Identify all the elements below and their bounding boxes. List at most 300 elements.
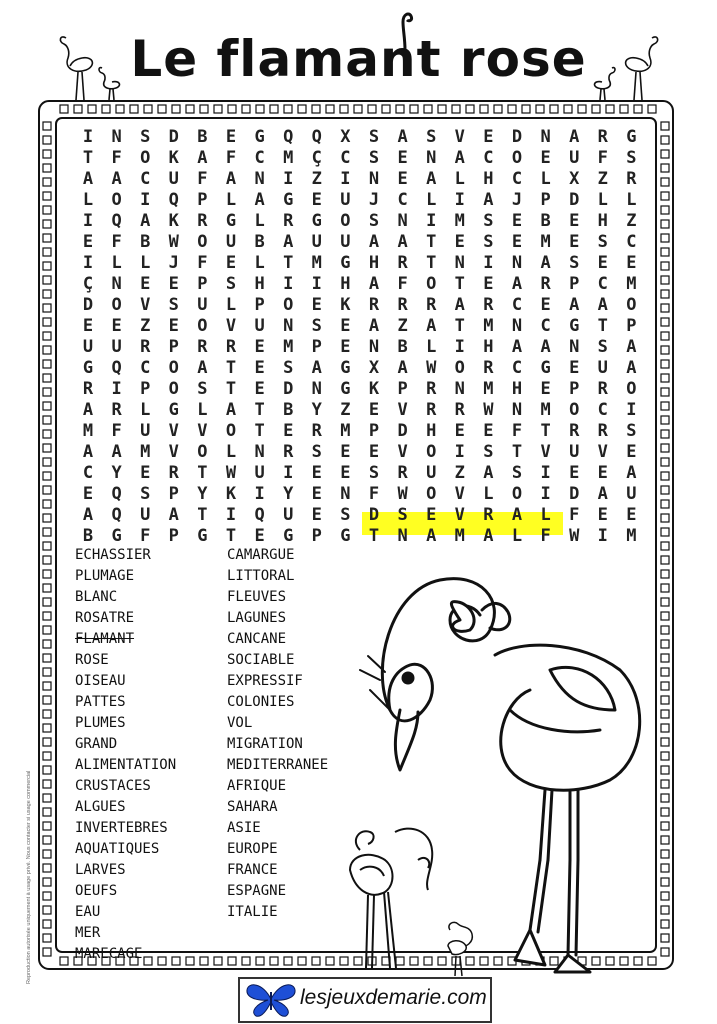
grid-letter[interactable]: O: [454, 358, 465, 378]
grid-letter[interactable]: S: [368, 148, 380, 168]
grid-letter[interactable]: Z: [397, 316, 408, 336]
grid-letter[interactable]: L: [82, 190, 94, 210]
grid-letter[interactable]: S: [483, 211, 494, 231]
grid-letter[interactable]: E: [483, 421, 494, 441]
grid-letter[interactable]: E: [569, 232, 580, 252]
grid-letter[interactable]: M: [283, 148, 294, 168]
grid-letter[interactable]: N: [397, 526, 408, 546]
grid-letter[interactable]: N: [511, 253, 523, 273]
grid-letter[interactable]: O: [197, 232, 208, 252]
grid-letter[interactable]: A: [82, 400, 94, 420]
grid-letter[interactable]: I: [340, 169, 351, 189]
grid-letter[interactable]: T: [368, 526, 380, 546]
grid-letter[interactable]: Q: [311, 127, 322, 147]
grid-letter[interactable]: Q: [111, 484, 122, 504]
grid-letter[interactable]: J: [368, 190, 380, 210]
grid-letter[interactable]: A: [225, 400, 237, 420]
grid-letter[interactable]: I: [225, 505, 237, 525]
grid-letter[interactable]: P: [540, 190, 551, 210]
grid-letter[interactable]: V: [140, 295, 151, 315]
grid-letter[interactable]: O: [111, 190, 122, 210]
grid-letter[interactable]: S: [626, 148, 637, 168]
grid-letter[interactable]: O: [168, 379, 179, 399]
grid-letter[interactable]: E: [311, 463, 322, 483]
grid-letter[interactable]: S: [626, 421, 637, 441]
grid-letter[interactable]: A: [82, 442, 94, 462]
grid-letter[interactable]: V: [197, 421, 208, 441]
grid-letter[interactable]: E: [311, 484, 322, 504]
grid-letter[interactable]: L: [540, 169, 551, 189]
grid-letter[interactable]: E: [368, 442, 380, 462]
grid-letter[interactable]: P: [311, 337, 322, 357]
grid-letter[interactable]: S: [597, 232, 608, 252]
grid-letter[interactable]: F: [225, 148, 237, 168]
grid-letter[interactable]: G: [168, 400, 179, 420]
grid-letter[interactable]: F: [569, 505, 580, 525]
grid-letter[interactable]: T: [197, 463, 208, 483]
grid-letter[interactable]: E: [368, 400, 380, 420]
grid-letter[interactable]: G: [340, 253, 351, 273]
grid-letter[interactable]: M: [454, 526, 465, 546]
grid-letter[interactable]: A: [368, 274, 380, 294]
grid-letter[interactable]: E: [140, 463, 151, 483]
grid-letter[interactable]: D: [397, 421, 408, 441]
grid-letter[interactable]: E: [140, 274, 151, 294]
grid-letter[interactable]: L: [140, 253, 151, 273]
grid-letter[interactable]: R: [426, 379, 437, 399]
grid-letter[interactable]: C: [82, 463, 94, 483]
grid-letter[interactable]: R: [368, 295, 380, 315]
grid-letter[interactable]: O: [626, 379, 637, 399]
grid-letter[interactable]: H: [426, 421, 437, 441]
grid-letter[interactable]: N: [426, 148, 437, 168]
grid-letter[interactable]: L: [426, 337, 437, 357]
grid-letter[interactable]: O: [626, 295, 637, 315]
grid-letter[interactable]: A: [597, 484, 608, 504]
grid-letter[interactable]: R: [569, 421, 580, 441]
grid-letter[interactable]: T: [225, 379, 237, 399]
grid-letter[interactable]: U: [254, 316, 265, 336]
grid-letter[interactable]: L: [225, 190, 237, 210]
grid-letter[interactable]: R: [426, 295, 437, 315]
grid-letter[interactable]: T: [283, 253, 294, 273]
grid-letter[interactable]: G: [111, 526, 122, 546]
grid-letter[interactable]: F: [111, 421, 122, 441]
grid-letter[interactable]: T: [511, 442, 523, 462]
grid-letter[interactable]: A: [426, 316, 437, 336]
grid-letter[interactable]: I: [540, 463, 551, 483]
grid-letter[interactable]: U: [140, 505, 151, 525]
grid-letter[interactable]: C: [140, 169, 151, 189]
grid-letter[interactable]: N: [254, 442, 265, 462]
grid-letter[interactable]: E: [569, 211, 580, 231]
grid-letter[interactable]: I: [82, 253, 94, 273]
grid-letter[interactable]: R: [197, 337, 208, 357]
grid-letter[interactable]: G: [626, 127, 637, 147]
grid-letter[interactable]: M: [540, 232, 551, 252]
grid-letter[interactable]: M: [483, 316, 494, 336]
grid-letter[interactable]: G: [283, 190, 294, 210]
grid-letter[interactable]: H: [511, 379, 523, 399]
grid-letter[interactable]: S: [483, 232, 494, 252]
grid-letter[interactable]: U: [168, 169, 179, 189]
grid-letter[interactable]: E: [626, 253, 637, 273]
grid-letter[interactable]: J: [168, 253, 179, 273]
grid-letter[interactable]: R: [82, 379, 94, 399]
grid-letter[interactable]: T: [82, 148, 94, 168]
grid-letter[interactable]: T: [426, 232, 437, 252]
grid-letter[interactable]: M: [311, 253, 322, 273]
grid-letter[interactable]: T: [254, 421, 265, 441]
grid-letter[interactable]: U: [569, 442, 580, 462]
grid-letter[interactable]: A: [426, 526, 437, 546]
grid-letter[interactable]: S: [569, 253, 580, 273]
grid-letter[interactable]: K: [368, 379, 380, 399]
grid-letter[interactable]: N: [540, 127, 551, 147]
grid-letter[interactable]: E: [511, 232, 523, 252]
grid-letter[interactable]: L: [626, 190, 637, 210]
grid-letter[interactable]: F: [140, 526, 151, 546]
grid-letter[interactable]: D: [82, 295, 94, 315]
grid-letter[interactable]: E: [597, 505, 608, 525]
grid-letter[interactable]: V: [397, 400, 408, 420]
grid-letter[interactable]: S: [311, 316, 322, 336]
grid-letter[interactable]: O: [426, 274, 437, 294]
grid-letter[interactable]: E: [168, 274, 179, 294]
grid-letter[interactable]: S: [368, 127, 380, 147]
grid-letter[interactable]: A: [626, 463, 637, 483]
grid-letter[interactable]: E: [311, 190, 322, 210]
grid-letter[interactable]: I: [626, 400, 637, 420]
grid-letter[interactable]: N: [569, 337, 580, 357]
grid-letter[interactable]: C: [397, 190, 408, 210]
grid-letter[interactable]: G: [340, 526, 351, 546]
grid-letter[interactable]: P: [626, 316, 637, 336]
grid-letter[interactable]: R: [397, 295, 408, 315]
grid-letter[interactable]: A: [283, 232, 294, 252]
grid-letter[interactable]: H: [483, 337, 494, 357]
grid-letter[interactable]: I: [283, 274, 294, 294]
grid-letter[interactable]: A: [483, 463, 494, 483]
grid-letter[interactable]: O: [340, 211, 351, 231]
grid-letter[interactable]: U: [111, 337, 122, 357]
grid-letter[interactable]: M: [483, 379, 494, 399]
grid-letter[interactable]: N: [454, 379, 465, 399]
grid-letter[interactable]: T: [254, 400, 265, 420]
grid-letter[interactable]: C: [626, 232, 637, 252]
grid-letter[interactable]: C: [254, 148, 265, 168]
grid-letter[interactable]: A: [540, 337, 551, 357]
site-link[interactable]: lesjeuxdemarie.com: [300, 986, 487, 1009]
grid-letter[interactable]: R: [283, 211, 294, 231]
grid-letter[interactable]: A: [197, 358, 208, 378]
grid-letter[interactable]: M: [283, 337, 294, 357]
grid-letter[interactable]: K: [168, 211, 179, 231]
grid-letter[interactable]: V: [597, 442, 608, 462]
grid-letter[interactable]: T: [454, 316, 465, 336]
grid-letter[interactable]: F: [597, 148, 608, 168]
grid-letter[interactable]: N: [368, 337, 380, 357]
grid-letter[interactable]: T: [597, 316, 608, 336]
grid-letter[interactable]: O: [569, 400, 580, 420]
grid-letter[interactable]: S: [140, 127, 151, 147]
grid-letter[interactable]: A: [397, 127, 408, 147]
grid-letter[interactable]: V: [168, 421, 179, 441]
grid-letter[interactable]: A: [140, 211, 151, 231]
grid-letter[interactable]: O: [197, 442, 208, 462]
grid-letter[interactable]: F: [111, 232, 122, 252]
grid-letter[interactable]: G: [340, 358, 351, 378]
grid-letter[interactable]: R: [597, 379, 608, 399]
grid-letter[interactable]: T: [225, 526, 237, 546]
grid-letter[interactable]: U: [311, 232, 322, 252]
grid-letter[interactable]: L: [254, 253, 265, 273]
grid-letter[interactable]: O: [511, 148, 523, 168]
grid-letter[interactable]: V: [397, 442, 408, 462]
grid-letter[interactable]: E: [397, 169, 408, 189]
grid-letter[interactable]: A: [311, 358, 322, 378]
grid-letter[interactable]: A: [454, 295, 465, 315]
grid-letter[interactable]: E: [111, 316, 122, 336]
grid-letter[interactable]: G: [340, 379, 351, 399]
grid-letter[interactable]: Z: [140, 316, 151, 336]
grid-letter[interactable]: P: [311, 526, 322, 546]
grid-letter[interactable]: E: [540, 295, 551, 315]
grid-letter[interactable]: M: [626, 274, 637, 294]
grid-letter[interactable]: V: [454, 127, 465, 147]
grid-letter[interactable]: W: [569, 526, 580, 546]
grid-letter[interactable]: I: [540, 484, 551, 504]
grid-letter[interactable]: F: [197, 253, 208, 273]
grid-letter[interactable]: O: [225, 421, 237, 441]
grid-letter[interactable]: E: [225, 127, 237, 147]
grid-letter[interactable]: Q: [111, 211, 122, 231]
grid-letter[interactable]: S: [368, 463, 380, 483]
grid-letter[interactable]: O: [111, 295, 122, 315]
grid-letter[interactable]: A: [483, 190, 494, 210]
grid-letter[interactable]: L: [254, 211, 265, 231]
grid-letter[interactable]: U: [197, 295, 208, 315]
grid-letter[interactable]: S: [340, 505, 351, 525]
grid-letter[interactable]: E: [254, 379, 265, 399]
grid-letter[interactable]: S: [225, 274, 237, 294]
grid-letter[interactable]: S: [283, 358, 294, 378]
grid-letter[interactable]: S: [483, 442, 494, 462]
grid-letter[interactable]: E: [540, 148, 551, 168]
grid-letter[interactable]: E: [483, 127, 494, 147]
grid-letter[interactable]: D: [511, 127, 523, 147]
grid-letter[interactable]: U: [626, 484, 637, 504]
grid-letter[interactable]: P: [168, 484, 179, 504]
grid-letter[interactable]: A: [168, 505, 179, 525]
grid-letter[interactable]: E: [511, 211, 523, 231]
grid-letter[interactable]: P: [168, 337, 179, 357]
grid-letter[interactable]: T: [426, 253, 437, 273]
grid-letter[interactable]: E: [569, 358, 580, 378]
grid-letter[interactable]: I: [597, 526, 608, 546]
grid-letter[interactable]: E: [540, 379, 551, 399]
grid-letter[interactable]: X: [569, 169, 580, 189]
grid-letter[interactable]: E: [483, 274, 494, 294]
grid-letter[interactable]: U: [426, 463, 437, 483]
grid-letter[interactable]: I: [283, 169, 294, 189]
grid-letter[interactable]: O: [426, 442, 437, 462]
grid-letter[interactable]: I: [283, 463, 294, 483]
grid-letter[interactable]: L: [426, 190, 437, 210]
grid-letter[interactable]: B: [283, 400, 294, 420]
grid-letter[interactable]: E: [254, 337, 265, 357]
grid-letter[interactable]: R: [454, 400, 465, 420]
grid-letter[interactable]: R: [111, 400, 122, 420]
grid-letter[interactable]: O: [168, 358, 179, 378]
grid-letter[interactable]: B: [540, 211, 551, 231]
grid-letter[interactable]: U: [340, 190, 351, 210]
grid-letter[interactable]: A: [569, 127, 580, 147]
grid-letter[interactable]: U: [569, 148, 580, 168]
grid-letter[interactable]: N: [511, 316, 523, 336]
grid-letter[interactable]: V: [540, 442, 551, 462]
grid-letter[interactable]: E: [82, 316, 94, 336]
grid-letter[interactable]: W: [426, 358, 437, 378]
grid-letter[interactable]: P: [569, 274, 580, 294]
grid-letter[interactable]: U: [283, 505, 294, 525]
grid-letter[interactable]: A: [511, 337, 523, 357]
grid-letter[interactable]: E: [340, 463, 351, 483]
grid-letter[interactable]: G: [225, 211, 237, 231]
grid-letter[interactable]: A: [368, 232, 380, 252]
grid-letter[interactable]: C: [540, 316, 551, 336]
grid-letter[interactable]: G: [311, 211, 322, 231]
grid-letter[interactable]: D: [168, 127, 179, 147]
grid-letter[interactable]: N: [111, 127, 122, 147]
grid-letter[interactable]: P: [368, 421, 380, 441]
grid-letter[interactable]: Y: [197, 484, 208, 504]
grid-letter[interactable]: E: [254, 526, 265, 546]
grid-letter[interactable]: X: [340, 127, 351, 147]
grid-letter[interactable]: Z: [311, 169, 322, 189]
grid-letter[interactable]: U: [254, 463, 265, 483]
grid-letter[interactable]: W: [225, 463, 237, 483]
grid-letter[interactable]: S: [311, 442, 322, 462]
grid-letter[interactable]: R: [168, 463, 179, 483]
grid-letter[interactable]: N: [283, 316, 294, 336]
grid-letter[interactable]: N: [111, 274, 122, 294]
grid-letter[interactable]: A: [597, 295, 608, 315]
grid-letter[interactable]: W: [397, 484, 408, 504]
grid-letter[interactable]: E: [340, 316, 351, 336]
grid-letter[interactable]: E: [569, 463, 580, 483]
grid-letter[interactable]: E: [82, 232, 94, 252]
grid-letter[interactable]: B: [82, 526, 94, 546]
grid-letter[interactable]: E: [340, 442, 351, 462]
grid-letter[interactable]: C: [483, 148, 494, 168]
grid-letter[interactable]: A: [397, 358, 408, 378]
grid-letter[interactable]: D: [368, 505, 380, 525]
grid-letter[interactable]: L: [511, 526, 523, 546]
grid-letter[interactable]: E: [82, 484, 94, 504]
grid-letter[interactable]: I: [311, 274, 322, 294]
grid-letter[interactable]: E: [254, 358, 265, 378]
grid-letter[interactable]: R: [225, 337, 237, 357]
grid-letter[interactable]: I: [454, 337, 465, 357]
grid-letter[interactable]: H: [254, 274, 265, 294]
grid-letter[interactable]: R: [197, 211, 208, 231]
grid-letter[interactable]: U: [82, 337, 94, 357]
grid-letter[interactable]: L: [225, 442, 237, 462]
grid-letter[interactable]: Z: [340, 400, 351, 420]
grid-letter[interactable]: M: [340, 421, 351, 441]
grid-letter[interactable]: P: [197, 190, 208, 210]
grid-letter[interactable]: I: [82, 211, 94, 231]
grid-letter[interactable]: I: [454, 442, 465, 462]
grid-letter[interactable]: S: [368, 211, 380, 231]
grid-letter[interactable]: M: [540, 400, 551, 420]
grid-letter[interactable]: H: [340, 274, 351, 294]
grid-letter[interactable]: M: [140, 442, 151, 462]
grid-letter[interactable]: B: [140, 232, 151, 252]
grid-letter[interactable]: A: [511, 274, 523, 294]
grid-letter[interactable]: W: [483, 400, 494, 420]
grid-letter[interactable]: A: [626, 337, 637, 357]
grid-letter[interactable]: E: [225, 253, 237, 273]
grid-letter[interactable]: H: [368, 253, 380, 273]
grid-letter[interactable]: R: [626, 169, 637, 189]
grid-letter[interactable]: A: [225, 169, 237, 189]
grid-letter[interactable]: I: [82, 127, 94, 147]
grid-letter[interactable]: Q: [111, 358, 122, 378]
grid-letter[interactable]: T: [540, 421, 551, 441]
grid-letter[interactable]: G: [82, 358, 94, 378]
grid-letter[interactable]: I: [111, 379, 122, 399]
grid-letter[interactable]: D: [569, 484, 580, 504]
grid-letter[interactable]: L: [483, 484, 494, 504]
grid-letter[interactable]: K: [340, 295, 351, 315]
grid-letter[interactable]: L: [454, 169, 465, 189]
grid-letter[interactable]: N: [368, 169, 380, 189]
grid-letter[interactable]: E: [597, 253, 608, 273]
grid-letter[interactable]: Y: [311, 400, 322, 420]
grid-letter[interactable]: G: [254, 127, 265, 147]
grid-letter[interactable]: E: [597, 463, 608, 483]
grid-letter[interactable]: E: [311, 295, 322, 315]
grid-letter[interactable]: G: [569, 316, 580, 336]
grid-letter[interactable]: C: [511, 358, 523, 378]
grid-letter[interactable]: Q: [283, 127, 294, 147]
grid-letter[interactable]: S: [168, 295, 179, 315]
grid-letter[interactable]: F: [397, 274, 408, 294]
grid-letter[interactable]: L: [197, 400, 208, 420]
grid-letter[interactable]: F: [368, 484, 380, 504]
grid-letter[interactable]: S: [426, 127, 437, 147]
grid-letter[interactable]: I: [483, 253, 494, 273]
grid-letter[interactable]: P: [569, 379, 580, 399]
grid-letter[interactable]: P: [254, 295, 265, 315]
grid-letter[interactable]: A: [82, 169, 94, 189]
grid-letter[interactable]: E: [454, 421, 465, 441]
grid-letter[interactable]: V: [168, 442, 179, 462]
grid-letter[interactable]: A: [82, 505, 94, 525]
grid-letter[interactable]: G: [283, 526, 294, 546]
grid-letter[interactable]: E: [454, 232, 465, 252]
grid-letter[interactable]: A: [111, 442, 122, 462]
grid-letter[interactable]: S: [140, 484, 151, 504]
grid-letter[interactable]: W: [168, 232, 179, 252]
grid-letter[interactable]: F: [511, 421, 523, 441]
grid-letter[interactable]: H: [483, 169, 494, 189]
grid-letter[interactable]: C: [597, 274, 608, 294]
grid-letter[interactable]: A: [569, 295, 580, 315]
grid-letter[interactable]: F: [111, 148, 122, 168]
